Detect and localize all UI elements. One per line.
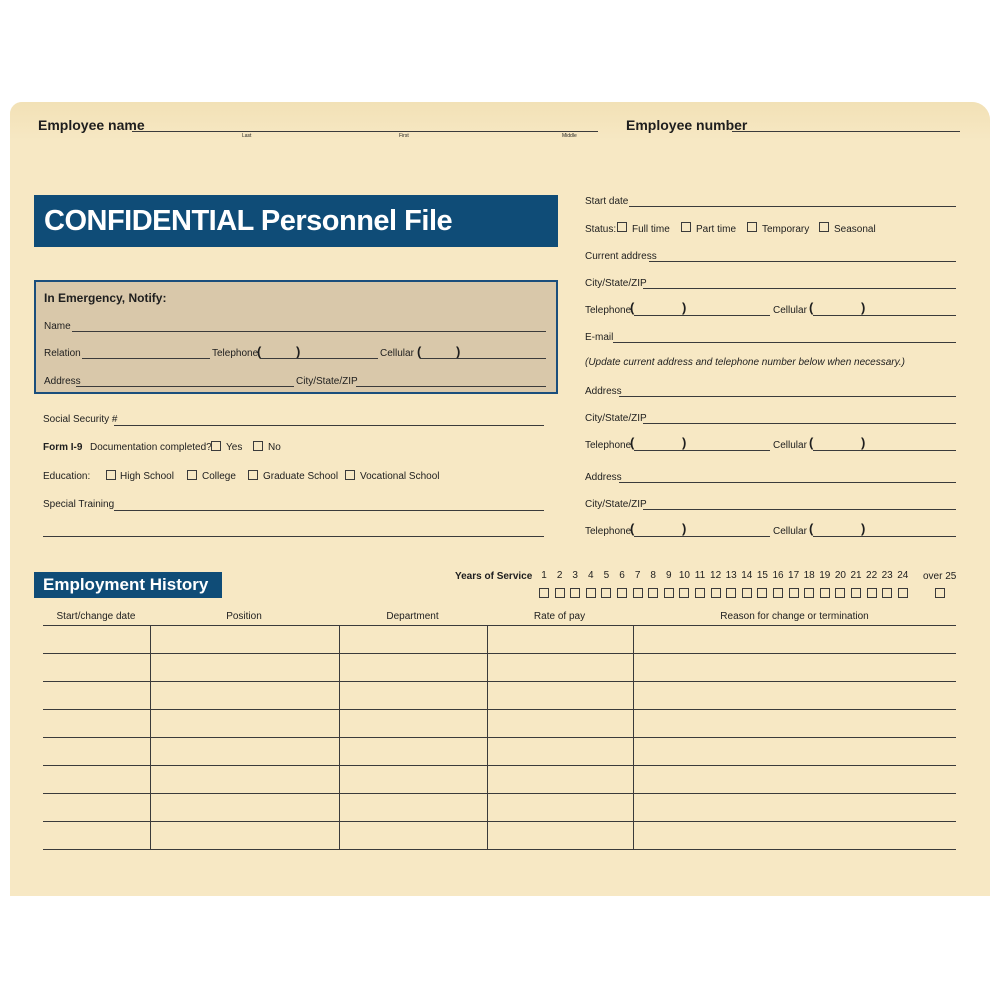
paren-open: ( [809, 435, 814, 450]
table-header-rule [43, 625, 956, 626]
paren-close: ) [682, 521, 687, 536]
year-checkbox-8[interactable] [648, 588, 658, 598]
address-2-field[interactable] [619, 482, 956, 483]
status-temporary-label: Temporary [762, 224, 810, 235]
table-row[interactable] [43, 709, 956, 710]
year-number-21: 21 [850, 570, 862, 581]
year-number-18: 18 [803, 570, 815, 581]
year-number-16: 16 [772, 570, 784, 581]
i9-no-checkbox[interactable] [253, 441, 263, 451]
year-number-11: 11 [694, 570, 706, 581]
cellular-1-field[interactable] [813, 450, 956, 451]
city-2-label: City/State/ZIP [585, 499, 647, 510]
year-number-10: 10 [678, 570, 690, 581]
year-number-9: 9 [666, 570, 672, 581]
year-number-2: 2 [556, 570, 563, 581]
employee-number-label: Employee number [626, 117, 748, 133]
telephone-field[interactable] [634, 315, 770, 316]
paren-close: ) [682, 435, 687, 450]
col-reason: Reason for change or termination [720, 611, 869, 622]
year-checkbox-16[interactable] [773, 588, 783, 598]
emergency-cellular-label: Cellular [380, 348, 414, 359]
year-number-13: 13 [725, 570, 737, 581]
documentation-label: Documentation completed? [90, 442, 212, 453]
employee-name-label: Employee name [38, 117, 145, 133]
status-full-time-label: Full time [632, 224, 670, 235]
city-1-label: City/State/ZIP [585, 413, 647, 424]
paren-open: ( [630, 435, 635, 450]
address-1-field[interactable] [619, 396, 956, 397]
table-row[interactable] [43, 849, 956, 850]
year-number-19: 19 [819, 570, 831, 581]
year-checkbox-17[interactable] [789, 588, 799, 598]
employee-name-field[interactable] [132, 131, 598, 132]
over-25-label: over 25 [923, 571, 957, 582]
address-1-label: Address [585, 386, 622, 397]
paren-open: ( [630, 300, 635, 315]
edu-college-label: College [202, 471, 236, 482]
year-checkbox-4[interactable] [586, 588, 596, 598]
i9-yes-label: Yes [226, 442, 243, 453]
column-divider [487, 625, 488, 849]
emergency-title: In Emergency, Notify: [44, 291, 167, 305]
year-checkbox-19[interactable] [820, 588, 830, 598]
edu-high-school-checkbox[interactable] [106, 470, 116, 480]
paren-close: ) [682, 300, 687, 315]
status-seasonal-label: Seasonal [834, 224, 876, 235]
telephone-2-field[interactable] [634, 536, 770, 537]
confidential-banner: CONFIDENTIAL Personnel File [34, 195, 558, 247]
education-label: Education: [43, 471, 91, 482]
emergency-cellular-field[interactable] [420, 358, 546, 359]
cellular-label: Cellular [773, 305, 807, 316]
year-checkbox-10[interactable] [679, 588, 689, 598]
city-2-field[interactable] [643, 509, 956, 510]
edu-college-checkbox[interactable] [187, 470, 197, 480]
col-start-change-date: Start/change date [56, 611, 136, 622]
paren-close: ) [296, 344, 301, 359]
emergency-box [34, 280, 558, 394]
year-number-7: 7 [634, 570, 641, 581]
address-2-label: Address [585, 472, 622, 483]
update-note: (Update current address and telephone number below when necessary.) [585, 357, 905, 368]
edu-vocational-checkbox[interactable] [345, 470, 355, 480]
year-over-25-checkbox[interactable] [935, 588, 945, 598]
year-checkbox-3[interactable] [570, 588, 580, 598]
status-temporary-checkbox[interactable] [747, 222, 757, 232]
paren-close: ) [861, 300, 866, 315]
status-part-time-checkbox[interactable] [681, 222, 691, 232]
folder-tab [10, 102, 990, 142]
personnel-file-folder [10, 102, 990, 896]
current-address-label: Current address [585, 251, 657, 262]
year-checkbox-7[interactable] [633, 588, 643, 598]
ssn-label: Social Security # [43, 414, 118, 425]
year-checkbox-22[interactable] [867, 588, 877, 598]
cellular-field[interactable] [813, 315, 956, 316]
cellular-2-label: Cellular [773, 526, 807, 537]
year-checkbox-20[interactable] [835, 588, 845, 598]
edu-graduate-checkbox[interactable] [248, 470, 258, 480]
year-checkbox-14[interactable] [742, 588, 752, 598]
i9-no-label: No [268, 442, 281, 453]
emergency-address-label: Address [44, 376, 81, 387]
col-rate-of-pay: Rate of pay [533, 611, 586, 622]
year-checkbox-13[interactable] [726, 588, 736, 598]
table-row[interactable] [43, 765, 956, 766]
paren-open: ( [257, 344, 262, 359]
col-department: Department [386, 611, 439, 622]
special-training-field[interactable] [114, 510, 544, 511]
status-label: Status: [585, 224, 617, 235]
start-date-label: Start date [585, 196, 629, 207]
cellular-1-label: Cellular [773, 440, 807, 451]
year-number-1: 1 [541, 570, 547, 581]
special-training-field-2[interactable] [43, 536, 544, 537]
emergency-telephone-field[interactable] [260, 358, 378, 359]
year-number-23: 23 [881, 570, 893, 581]
form-i9-label: Form I-9 [43, 442, 83, 453]
year-number-17: 17 [788, 570, 800, 581]
edu-graduate-label: Graduate School [263, 471, 339, 482]
ssn-field[interactable] [114, 425, 544, 426]
year-number-5: 5 [603, 570, 610, 581]
special-training-label: Special Training [43, 499, 115, 510]
emergency-address-field[interactable] [76, 386, 294, 387]
telephone-2-label: Telephone [585, 526, 632, 537]
table-row[interactable] [43, 653, 956, 654]
emergency-relation-field[interactable] [82, 358, 210, 359]
status-seasonal-checkbox[interactable] [819, 222, 829, 232]
year-number-24: 24 [897, 570, 909, 581]
current-address-field[interactable] [649, 261, 956, 262]
employee-number-field[interactable] [732, 131, 960, 132]
name-part-middle: Middle [562, 133, 577, 139]
i9-yes-checkbox[interactable] [211, 441, 221, 451]
year-checkbox-11[interactable] [695, 588, 705, 598]
years-of-service-label: Years of Service [455, 571, 533, 582]
year-number-22: 22 [866, 570, 878, 581]
column-divider [633, 625, 634, 849]
year-number-3: 3 [572, 570, 578, 581]
telephone-label: Telephone [585, 305, 632, 316]
email-label: E-mail [585, 332, 614, 343]
table-row[interactable] [43, 737, 956, 738]
year-checkbox-1[interactable] [539, 588, 549, 598]
city-1-field[interactable] [643, 423, 956, 424]
column-divider [150, 625, 151, 849]
paren-close: ) [861, 435, 866, 450]
year-number-4: 4 [588, 570, 594, 581]
status-full-time-checkbox[interactable] [617, 222, 627, 232]
col-position: Position [226, 611, 262, 622]
emergency-name-field[interactable] [72, 331, 546, 332]
year-checkbox-5[interactable] [601, 588, 611, 598]
year-number-8: 8 [650, 570, 656, 581]
emergency-city-field[interactable] [356, 386, 546, 387]
year-number-20: 20 [834, 570, 846, 581]
emergency-relation-label: Relation [44, 348, 81, 359]
year-checkbox-24[interactable] [898, 588, 908, 598]
paren-open: ( [809, 300, 814, 315]
table-row[interactable] [43, 793, 956, 794]
year-checkbox-18[interactable] [804, 588, 814, 598]
status-part-time-label: Part time [696, 224, 737, 235]
year-checkbox-6[interactable] [617, 588, 627, 598]
year-checkbox-15[interactable] [757, 588, 767, 598]
year-number-15: 15 [756, 570, 768, 581]
edu-vocational-label: Vocational School [360, 471, 440, 482]
year-checkbox-12[interactable] [711, 588, 721, 598]
year-number-14: 14 [741, 570, 753, 581]
column-divider [339, 625, 340, 849]
email-field[interactable] [613, 342, 956, 343]
year-checkbox-23[interactable] [882, 588, 892, 598]
paren-close: ) [456, 344, 461, 359]
employment-history-banner: Employment History [34, 572, 222, 598]
year-checkbox-21[interactable] [851, 588, 861, 598]
table-row[interactable] [43, 681, 956, 682]
paren-open: ( [630, 521, 635, 536]
name-part-first: First [399, 133, 409, 139]
emergency-city-label: City/State/ZIP [296, 376, 358, 387]
telephone-1-label: Telephone [585, 440, 632, 451]
year-checkbox-2[interactable] [555, 588, 565, 598]
paren-open: ( [417, 344, 422, 359]
year-checkbox-9[interactable] [664, 588, 674, 598]
cellular-2-field[interactable] [813, 536, 956, 537]
name-part-last: Last [242, 133, 252, 139]
paren-close: ) [861, 521, 866, 536]
table-row[interactable] [43, 821, 956, 822]
paren-open: ( [809, 521, 814, 536]
edu-high-school-label: High School [120, 471, 174, 482]
telephone-1-field[interactable] [634, 450, 770, 451]
city-state-zip-field[interactable] [643, 288, 956, 289]
city-state-zip-label: City/State/ZIP [585, 278, 647, 289]
year-number-12: 12 [710, 570, 722, 581]
emergency-name-label: Name [44, 321, 71, 332]
emergency-telephone-label: Telephone [212, 348, 259, 359]
year-number-6: 6 [619, 570, 625, 581]
start-date-field[interactable] [629, 206, 956, 207]
